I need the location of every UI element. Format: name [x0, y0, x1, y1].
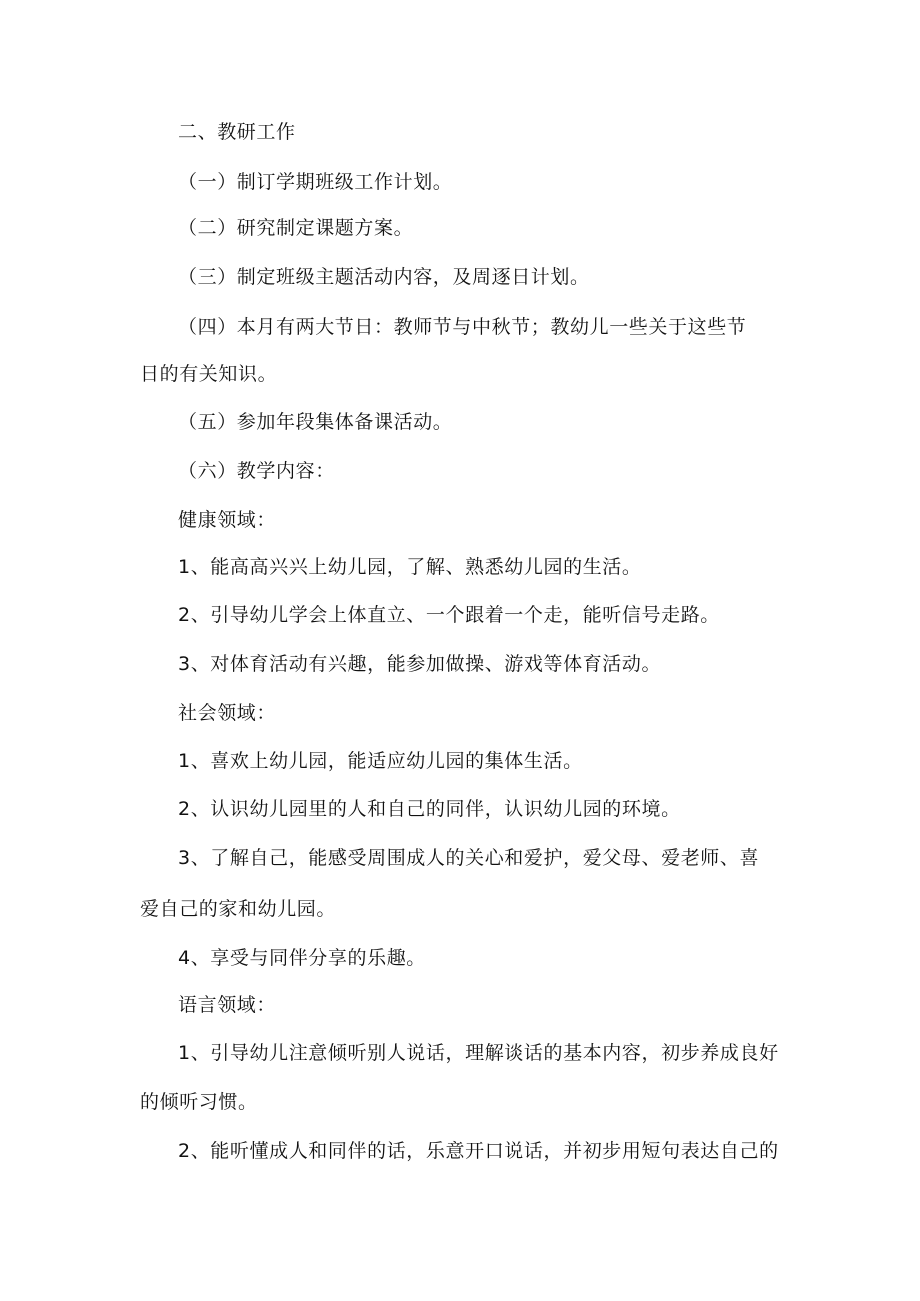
list-item: 3、了解自己，能感受周围成人的关心和爱护，爱父母、爱老师、喜 [178, 847, 760, 869]
subheading: 社会领域： [178, 702, 277, 724]
list-item: 2、认识幼儿园里的人和自己的同伴，认识幼儿园的环境。 [178, 798, 681, 820]
list-item: 1、喜欢上幼儿园，能适应幼儿园的集体生活。 [178, 750, 583, 772]
list-item: 1、引导幼儿注意倾听别人说话，理解谈话的基本内容，初步养成良好 [178, 1042, 779, 1064]
subheading: 健康领域： [178, 509, 277, 531]
paragraph-line: （三）制定班级主题活动内容，及周逐日计划。 [178, 266, 590, 288]
paragraph-line: （四）本月有两大节日：教师节与中秋节；教幼儿一些关于这些节 [178, 316, 747, 338]
list-item: 2、能听懂成人和同伴的话，乐意开口说话，并初步用短句表达自己的 [178, 1140, 779, 1162]
paragraph-line: 日的有关知识。 [140, 363, 278, 385]
paragraph-line: （六）教学内容： [178, 460, 335, 482]
list-item: 2、引导幼儿学会上体直立、一个跟着一个走，能听信号走路。 [178, 604, 720, 626]
paragraph-line: （一）制订学期班级工作计划。 [178, 171, 453, 193]
list-item: 4、享受与同伴分享的乐趣。 [178, 947, 426, 969]
list-item: 3、对体育活动有兴趣，能参加做操、游戏等体育活动。 [178, 653, 662, 675]
paragraph-line: （二）研究制定课题方案。 [178, 217, 414, 239]
section-heading: 二、教研工作 [178, 121, 296, 143]
list-item: 1、能高高兴兴上幼儿园，了解、熟悉幼儿园的生活。 [178, 556, 642, 578]
paragraph-line: 的倾听习惯。 [140, 1091, 258, 1113]
subheading: 语言领域： [178, 994, 277, 1016]
paragraph-line: （五）参加年段集体备课活动。 [178, 411, 453, 433]
paragraph-line: 爱自己的家和幼儿园。 [140, 898, 337, 920]
